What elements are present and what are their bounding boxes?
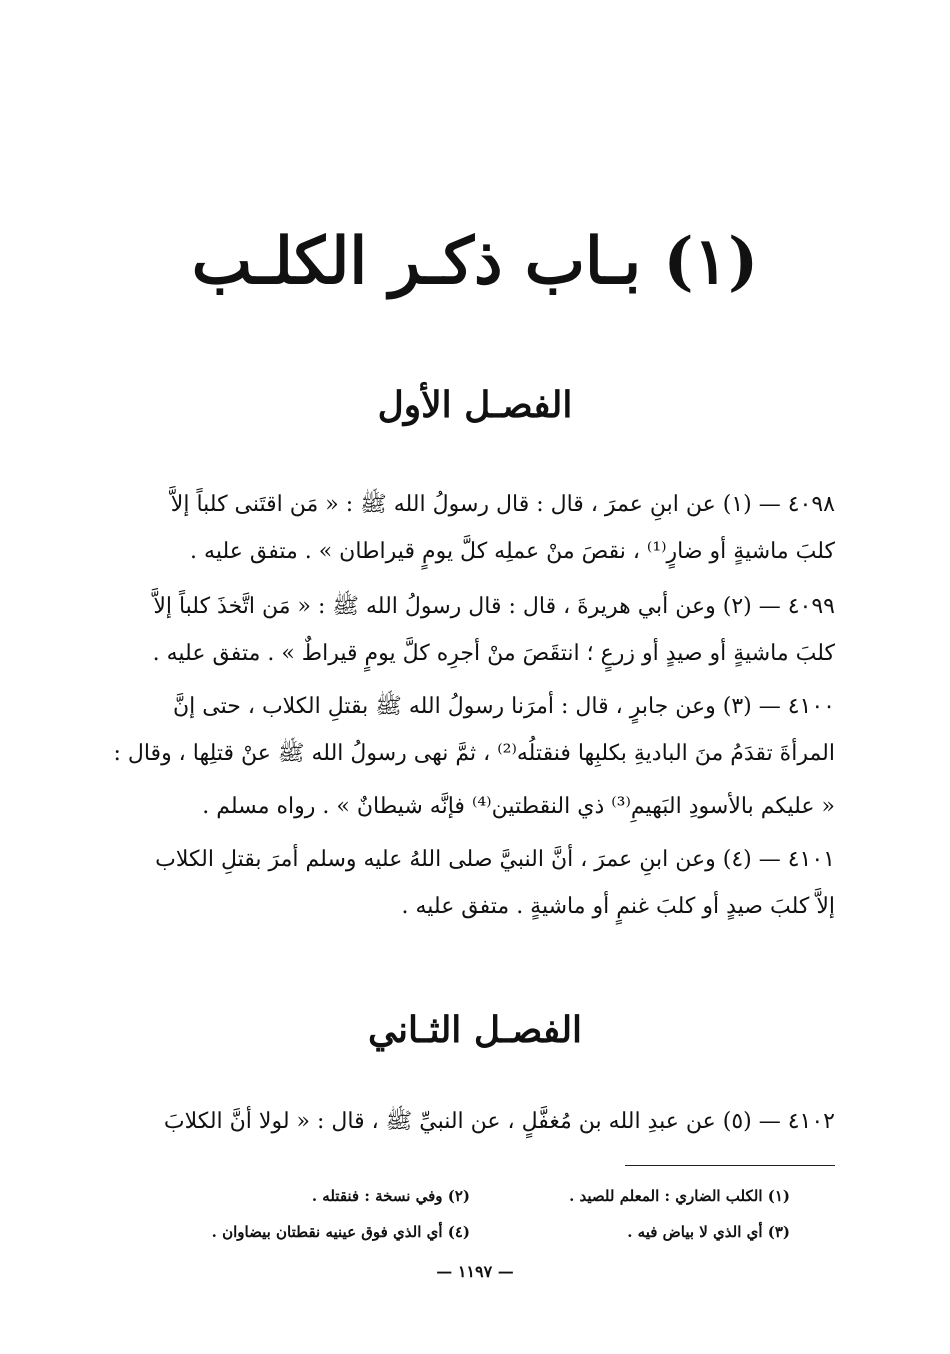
text-line: « عليكم بالأسودِ البَهيمِ⁽³⁾ ذي النقطتين⁽⁴⁾ فإنَّه شيطانٌ » . رواه مسلم . — [202, 794, 835, 819]
footnote: (١) الكلب الضاري : المعلم للصيد . — [569, 1187, 790, 1205]
footnote: (٤) أي الذي فوق عينيه نقطتان بيضاوان . — [211, 1223, 470, 1241]
text-line: إلاَّ كلبَ صيدٍ أو كلبَ غنمٍ أو ماشيةٍ . متفق عليه . — [401, 894, 835, 919]
footnote: (٣) أي الذي لا بياض فيه . — [627, 1223, 790, 1241]
text-line: كلبَ ماشيةٍ أو ضارٍ⁽¹⁾ ، نقصَ منْ عملِه كلَّ يومٍ قيراطان » . متفق عليه . — [190, 539, 835, 564]
chapter-title: (١) بـاب ذكـر الكلـب — [191, 224, 759, 299]
text-line: كلبَ ماشيةٍ أو صيدٍ أو زرعٍ ؛ انتقَصَ منْ أجرِه كلَّ يومٍ قيراطٌ » . متفق عليه . — [152, 641, 835, 666]
text-line: ٤٠٩٨ — (١) عن ابنِ عمرَ ، قال : قال رسولُ الله ﷺ : « مَن اقتَنى كلباً إلاَّ — [170, 492, 835, 517]
section-title-first: الفصـل الأول — [377, 384, 573, 426]
text-line: المرأةَ تقدَمُ منَ الباديةِ بكلبِها فنقتلُه⁽²⁾ ، ثمَّ نهى رسولُ الله ﷺ عنْ قتلِها ، وقال : — [113, 741, 835, 766]
text-line: ٤٠٩٩ — (٢) وعن أبي هريرةَ ، قال : قال رسولُ الله ﷺ : « مَن اتَّخذَ كلباً إلاَّ — [153, 594, 835, 619]
text-line: ٤١٠١ — (٤) وعن ابنِ عمرَ ، أنَّ النبيَّ صلى اللهُ عليه وسلم أمرَ بقتلِ الكلاب — [155, 847, 835, 872]
page-number: — ١١٩٧ — — [436, 1262, 514, 1281]
footnote: (٢) وفي نسخة : فنقتله . — [311, 1187, 470, 1205]
footnote-divider — [625, 1165, 835, 1166]
text-line: ٤١٠٢ — (٥) عن عبدِ الله بن مُغفَّلٍ ، عن النبيِّ ﷺ ، قال : « لولا أنَّ الكلابَ — [163, 1109, 835, 1134]
text-line: ٤١٠٠ — (٣) وعن جابرٍ ، قال : أمرَنا رسولُ الله ﷺ بقتلِ الكلاب ، حتى إنَّ — [173, 694, 835, 719]
section-title-second: الفصـل الثـاني — [367, 1009, 583, 1051]
